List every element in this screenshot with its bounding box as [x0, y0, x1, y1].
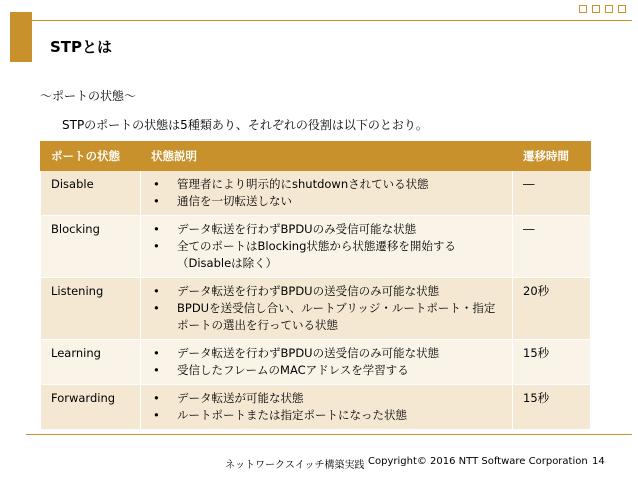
description-bullet: • データ転送を行わずBPDUのみ受信可能な状態: [151, 221, 504, 238]
description-bullet: • BPDUを送受信し合い、ルートブリッジ・ルートポート・指定ポートの選出を行っている状態: [151, 300, 504, 334]
description-bullet: • 通信を一切転送しない: [151, 193, 504, 210]
table-row: [41, 216, 591, 278]
header-port-state: ポートの状態: [41, 142, 141, 171]
corner-square-icon: [579, 5, 587, 13]
corner-square-icon: [605, 5, 613, 13]
time-cell: ―: [513, 171, 591, 216]
state-cell: Forwarding: [41, 385, 141, 430]
footer-divider: [26, 434, 632, 435]
description-bullet: • 管理者により明示的にshutdownされている状態: [151, 176, 504, 193]
description-cell: [141, 340, 513, 385]
footer-copyright: Copyright© 2016 NTT Software Corporation: [368, 456, 588, 467]
state-cell: Listening: [41, 278, 141, 340]
port-state-table: [40, 141, 591, 430]
description-bullet: • 全てのポートはBlocking状態から状態遷移を開始する（Disableは除く）: [151, 238, 504, 272]
description-cell: [141, 385, 513, 430]
time-cell: 20秒: [513, 278, 591, 340]
title-divider: [10, 20, 632, 21]
table-row: [41, 171, 591, 216]
description-bullet: • データ転送を行わずBPDUの送受信のみ可能な状態: [151, 345, 504, 362]
corner-square-icon: [618, 5, 626, 13]
state-cell: Learning: [41, 340, 141, 385]
description-cell: [141, 216, 513, 278]
description-bullet: • データ転送を行わずBPDUの送受信のみ可能な状態: [151, 283, 504, 300]
description-cell: [141, 171, 513, 216]
footer-course-name: ネットワークスイッチ構築実践: [225, 460, 365, 471]
header-description: 状態説明: [141, 142, 513, 171]
state-cell: Disable: [41, 171, 141, 216]
time-cell: 15秒: [513, 340, 591, 385]
table-row: [41, 385, 591, 430]
header-transition-time: 遷移時間: [513, 142, 591, 171]
corner-squares: [579, 5, 626, 13]
description-bullet: • ルートポートまたは指定ポートになった状態: [151, 407, 504, 424]
page-number: 14: [592, 456, 605, 467]
slide-title: STPとは: [50, 38, 113, 56]
state-cell: Blocking: [41, 216, 141, 278]
description-cell: [141, 278, 513, 340]
slide-subtitle: ～ポートの状態～: [40, 89, 137, 103]
description-bullet: • 受信したフレームのMACアドレスを学習する: [151, 362, 504, 379]
time-cell: ―: [513, 216, 591, 278]
table-row: [41, 278, 591, 340]
time-cell: 15秒: [513, 385, 591, 430]
table-row: [41, 340, 591, 385]
corner-square-icon: [592, 5, 600, 13]
table-header-row: [41, 142, 591, 171]
description-bullet: • データ転送が可能な状態: [151, 390, 504, 407]
intro-text: STPのポートの状態は5種類あり、それぞれの役割は以下のとおり。: [62, 118, 428, 132]
